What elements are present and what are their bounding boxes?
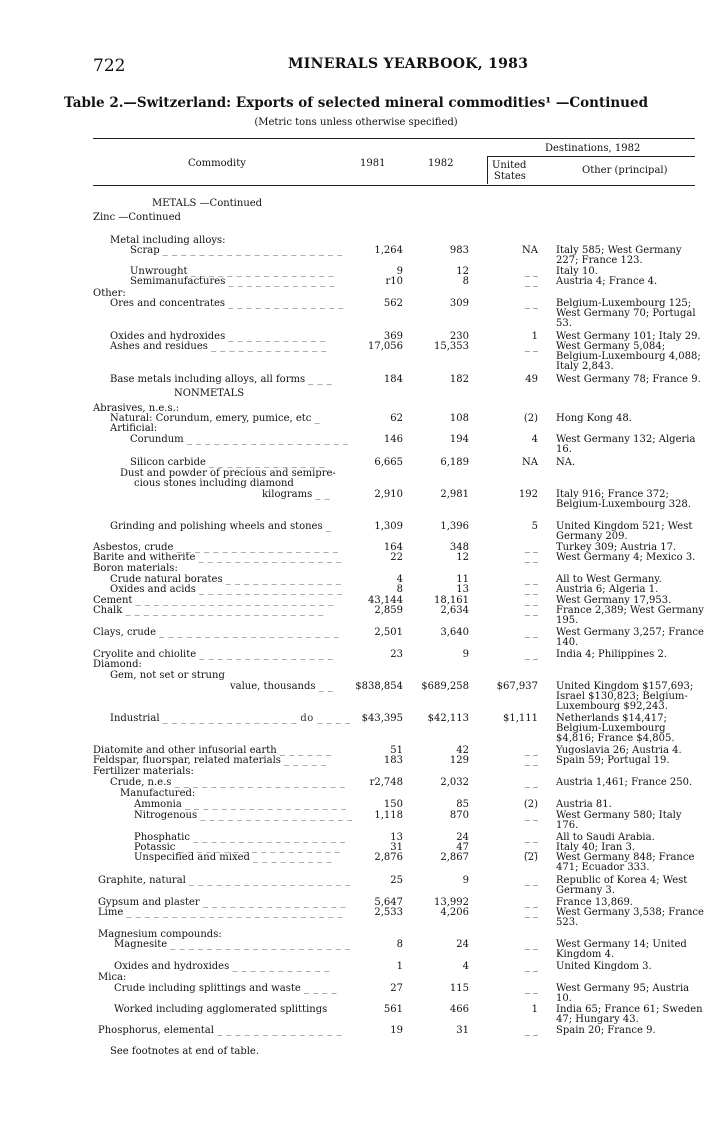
leader-dots: _ _ _ _ _ _ _ _ _ _ _ xyxy=(232,961,330,972)
section-heading: METALS —Continued xyxy=(152,198,263,209)
value-1981: 562 xyxy=(383,298,403,309)
value-1982: 9 xyxy=(462,649,469,660)
leader-dots: _ _ _ _ _ _ _ _ _ _ _ _ _ _ _ _ xyxy=(199,584,343,595)
commodity-label: Boron materials: xyxy=(93,563,178,574)
leader-dots: _ _ _ _ _ _ _ _ _ _ _ _ _ xyxy=(225,574,342,585)
value-1982: 42 xyxy=(456,745,469,756)
value-other-destinations: Republic of Korea 4; West Germany 3. xyxy=(556,875,688,896)
commodity-label: Barite and witherite _ _ _ _ _ _ _ _ _ _ _ _ _ _ _ _ xyxy=(93,552,342,563)
commodity-label: Nitrogenous _ _ _ _ _ _ _ _ _ _ _ _ _ _ _ _ _ xyxy=(134,810,353,821)
leader-dots: _ _ _ _ _ _ _ _ _ _ _ _ _ xyxy=(209,457,325,468)
commodity-label: Other: xyxy=(93,288,126,299)
value-1982: 108 xyxy=(449,413,469,424)
value-1982: 230 xyxy=(449,331,469,342)
commodity-label: value, thousands _ _ xyxy=(230,681,334,692)
value-united-states: _ _ xyxy=(524,755,538,766)
commodity-label: Oxides and hydroxides _ _ _ _ _ _ _ _ _ _ _ xyxy=(114,961,330,972)
value-1982: 983 xyxy=(449,245,469,256)
commodity-label: Graphite, natural _ _ _ _ _ _ _ _ _ _ _ _ _ _ _ _ _ _ xyxy=(98,875,351,886)
value-1981: 2,876 xyxy=(374,852,403,863)
value-1981: 6,665 xyxy=(374,457,403,468)
value-other-destinations: Spain 20; France 9. xyxy=(556,1025,656,1036)
leader-dots: _ _ _ _ _ _ _ _ _ _ _ _ _ _ _ _ _ _ _ _ xyxy=(170,939,351,950)
value-1982: $689,258 xyxy=(421,681,469,692)
value-1981: 25 xyxy=(390,875,403,886)
commodity-label: Magnesite _ _ _ _ _ _ _ _ _ _ _ _ _ _ _ _ _ _ _ _ xyxy=(114,939,351,950)
value-united-states: _ _ xyxy=(524,341,538,352)
value-united-states: 1 xyxy=(531,331,538,342)
value-other-destinations: West Germany 95; Austria 10. xyxy=(556,983,690,1004)
leader-dots: _ _ _ _ _ _ _ _ _ _ _ _ _ _ _ _ xyxy=(198,552,342,563)
commodity-label: Manufactured: xyxy=(120,788,196,799)
value-other-destinations: Italy 585; West Germany 227; France 123. xyxy=(556,245,682,266)
leader-dots: _ _ _ _ _ _ _ _ _ _ _ _ _ _ _ _ _ _ _ xyxy=(174,777,346,788)
value-1982: 13 xyxy=(456,584,469,595)
value-1981: 31 xyxy=(390,842,403,853)
leader-dots: _ _ _ _ _ _ _ _ _ _ _ _ _ _ _ _ _ _ xyxy=(189,875,351,886)
value-united-states: _ _ xyxy=(524,595,538,606)
commodity-label: Crude, n.e.s _ _ _ _ _ _ _ _ _ _ _ _ _ _ _ _ _ _ _ xyxy=(110,777,346,788)
leader-dots: _ _ _ _ _ _ _ _ _ xyxy=(253,852,333,863)
value-1982: 309 xyxy=(449,298,469,309)
value-other-destinations: Austria 1,461; France 250. xyxy=(556,777,693,788)
leader-dots: _ xyxy=(314,413,321,424)
value-other-destinations: Austria 4; France 4. xyxy=(556,276,658,287)
value-other-destinations: West Germany 101; Italy 29. xyxy=(556,331,701,342)
value-other-destinations: Italy 916; France 372; Belgium-Luxembourg 328. xyxy=(556,489,691,510)
commodity-label: Cryolite and chiolite _ _ _ _ _ _ _ _ _ _ _ _ _ _ _ xyxy=(93,649,334,660)
value-united-states: _ _ xyxy=(524,939,538,950)
value-1982: 24 xyxy=(456,832,469,843)
header-us-line1: United xyxy=(492,160,527,171)
value-other-destinations: West Germany 132; Algeria 16. xyxy=(556,434,696,455)
value-1982: 9 xyxy=(462,875,469,886)
leader-dots: _ _ _ _ _ _ _ _ _ _ _ _ _ xyxy=(228,298,344,309)
value-united-states: _ _ xyxy=(524,907,538,918)
value-other-destinations: West Germany 848; France 471; Ecuador 333. xyxy=(556,852,695,873)
value-united-states: _ _ xyxy=(524,649,538,660)
commodity-label: Lime _ _ _ _ _ _ _ _ _ _ _ _ _ _ _ _ _ _ _ _ _ _ _ _ xyxy=(98,907,344,918)
value-1981: 27 xyxy=(390,983,403,994)
value-1981: 369 xyxy=(383,331,403,342)
value-1982: 2,032 xyxy=(440,777,469,788)
commodity-label: Diamond: xyxy=(93,659,142,670)
commodity-label: Diatomite and other infusorial earth _ _ _ _ _ _ xyxy=(93,745,332,756)
table-subtitle: (Metric tons unless otherwise specified) xyxy=(254,117,458,128)
value-1982: 4,206 xyxy=(440,907,469,918)
value-1981: 2,910 xyxy=(374,489,403,500)
value-1981: 1,118 xyxy=(374,810,403,821)
leader-dots: _ _ _ _ _ _ _ _ _ _ _ _ _ _ _ _ _ _ _ _ xyxy=(159,627,340,638)
value-1981: 8 xyxy=(396,584,403,595)
header-bottom-rule xyxy=(93,185,695,186)
value-1982: 3,640 xyxy=(440,627,469,638)
value-1982: 2,867 xyxy=(440,852,469,863)
table-title: Table 2.—Switzerland: Exports of selected mineral commodities¹ —Continued xyxy=(63,95,649,111)
value-united-states: _ _ xyxy=(524,1025,538,1036)
value-1981: r2,748 xyxy=(369,777,403,788)
leader-dots: _ _ _ _ _ _ _ _ _ _ _ _ _ _ _ do _ _ _ _ xyxy=(162,713,351,724)
value-1982: 4 xyxy=(462,961,469,972)
value-1982: 18,161 xyxy=(434,595,469,606)
commodity-label: Ammonia _ _ _ _ _ _ _ _ _ _ _ _ _ _ _ _ _ _ xyxy=(134,799,347,810)
header-divider xyxy=(487,156,488,184)
value-united-states: NA xyxy=(522,245,538,256)
leader-dots: _ _ _ xyxy=(308,374,333,385)
section-heading: NONMETALS xyxy=(174,388,245,399)
value-other-destinations: United Kingdom 521; West Germany 209. xyxy=(556,521,693,542)
commodity-label: Scrap _ _ _ _ _ _ _ _ _ _ _ _ _ _ _ _ _ _ _ _ xyxy=(130,245,343,256)
commodity-label: Silicon carbide _ _ _ _ _ _ _ _ _ _ _ _ _ xyxy=(130,457,325,468)
value-united-states: _ _ xyxy=(524,552,538,563)
top-rule xyxy=(93,138,695,139)
value-other-destinations: West Germany 580; Italy 176. xyxy=(556,810,682,831)
value-united-states: _ _ xyxy=(524,875,538,886)
value-other-destinations: All to Saudi Arabia. xyxy=(556,832,655,843)
leader-dots: _ _ _ _ _ _ xyxy=(279,745,332,756)
value-1981: $838,854 xyxy=(355,681,403,692)
value-united-states: _ _ xyxy=(524,627,538,638)
value-1982: 12 xyxy=(456,266,469,277)
commodity-label: Grinding and polishing wheels and stones _ xyxy=(110,521,332,532)
commodity-label: Ores and concentrates _ _ _ _ _ _ _ _ _ _ _ _ _ xyxy=(110,298,344,309)
value-1981: 1 xyxy=(396,961,403,972)
commodity-label: Crude natural borates _ _ _ _ _ _ _ _ _ _ _ _ _ xyxy=(110,574,342,585)
value-1981: 1,309 xyxy=(374,521,403,532)
value-1981: 1,264 xyxy=(374,245,403,256)
leader-dots: _ _ _ _ _ _ _ _ _ _ _ _ xyxy=(228,276,335,287)
leader-dots: _ _ _ _ _ _ _ _ _ _ _ _ _ _ _ _ _ xyxy=(200,810,353,821)
value-1981: 2,533 xyxy=(374,907,403,918)
value-1982: 15,353 xyxy=(434,341,469,352)
commodity-label: Metal including alloys: xyxy=(110,235,226,246)
value-other-destinations: Belgium-Luxembourg 125; West Germany 70; Portugal 53. xyxy=(556,298,696,329)
value-other-destinations: West Germany 78; France 9. xyxy=(556,374,701,385)
value-other-destinations: France 2,389; West Germany 195. xyxy=(556,605,704,626)
value-1982: 31 xyxy=(456,1025,469,1036)
commodity-label: Semimanufactures _ _ _ _ _ _ _ _ _ _ _ _ xyxy=(130,276,335,287)
value-united-states: _ _ xyxy=(524,605,538,616)
commodity-label: Phosphatic _ _ _ _ _ _ _ _ _ _ _ _ _ _ _ _ _ xyxy=(134,832,346,843)
value-other-destinations: Austria 6; Algeria 1. xyxy=(556,584,659,595)
header-commodity: Commodity xyxy=(188,158,246,169)
value-1981: 19 xyxy=(390,1025,403,1036)
value-1982: 2,981 xyxy=(440,489,469,500)
value-united-states: _ _ xyxy=(524,574,538,585)
value-1982: $42,113 xyxy=(427,713,469,724)
value-other-destinations: West Germany 3,257; France 140. xyxy=(556,627,704,648)
value-united-states: $67,937 xyxy=(496,681,538,692)
value-1981: 4 xyxy=(396,574,403,585)
value-other-destinations: Hong Kong 48. xyxy=(556,413,632,424)
commodity-label: Dust and powder of precious and semipre- xyxy=(120,468,336,479)
commodity-label: cious stones including diamond xyxy=(134,478,294,489)
value-other-destinations: West Germany 14; United Kingdom 4. xyxy=(556,939,687,960)
value-other-destinations: Yugoslavia 26; Austria 4. xyxy=(556,745,682,756)
commodity-label: Gem, not set or strung xyxy=(110,670,225,681)
value-1982: 194 xyxy=(449,434,469,445)
value-united-states: $1,111 xyxy=(503,713,538,724)
commodity-label: Industrial _ _ _ _ _ _ _ _ _ _ _ _ _ _ _ do _ _ _ _ xyxy=(110,713,351,724)
value-1981: 561 xyxy=(383,1004,403,1015)
commodity-label: Oxides and acids _ _ _ _ _ _ _ _ _ _ _ _ _ _ _ _ xyxy=(110,584,343,595)
value-1981: 5,647 xyxy=(374,897,403,908)
leader-dots: _ _ xyxy=(318,681,334,692)
value-1981: 13 xyxy=(390,832,403,843)
value-1982: 870 xyxy=(449,810,469,821)
value-united-states: 4 xyxy=(531,434,538,445)
commodity-label: Gypsum and plaster _ _ _ _ _ _ _ _ _ _ _ _ _ _ _ _ xyxy=(98,897,347,908)
value-united-states: _ _ xyxy=(524,584,538,595)
value-other-destinations: Spain 59; Portugal 19. xyxy=(556,755,670,766)
destinations-rule xyxy=(487,156,695,157)
value-1982: 115 xyxy=(449,983,469,994)
value-other-destinations: West Germany 17,953. xyxy=(556,595,672,606)
commodity-label: Mica: xyxy=(98,972,127,983)
value-united-states: _ _ xyxy=(524,745,538,756)
leader-dots: _ _ _ _ _ _ _ _ _ _ _ _ _ _ xyxy=(217,1025,342,1036)
commodity-label: Fertilizer materials: xyxy=(93,766,194,777)
value-1981: 9 xyxy=(396,266,403,277)
value-1981: 43,144 xyxy=(368,595,403,606)
value-1982: 11 xyxy=(456,574,469,585)
leader-dots: _ _ _ _ _ _ _ _ _ _ _ _ _ xyxy=(211,341,327,352)
leader-dots: _ _ xyxy=(315,489,331,500)
commodity-label: Cement _ _ _ _ _ _ _ _ _ _ _ _ _ _ _ _ _ _ _ _ _ _ xyxy=(93,595,334,606)
leader-dots: _ _ _ _ _ _ _ _ _ _ _ _ _ _ _ _ xyxy=(202,897,347,908)
leader-dots: _ _ _ _ _ _ _ _ _ _ _ _ _ _ _ _ xyxy=(190,266,334,277)
value-1982: 348 xyxy=(449,542,469,553)
commodity-label: Artificial: xyxy=(110,423,158,434)
commodity-label: Natural: Corundum, emery, pumice, etc _ xyxy=(110,413,321,424)
value-united-states: _ _ xyxy=(524,897,538,908)
value-1981: 183 xyxy=(383,755,403,766)
value-other-destinations: West Germany 3,538; France 523. xyxy=(556,907,704,928)
value-1981: 23 xyxy=(390,649,403,660)
value-other-destinations: Netherlands $14,417; Belgium-Luxembourg $4,816; France $4,805. xyxy=(556,713,675,744)
value-1982: 8 xyxy=(462,276,469,287)
value-1982: 466 xyxy=(449,1004,469,1015)
header-other: Other (principal) xyxy=(582,165,668,176)
value-united-states: (2) xyxy=(523,852,538,863)
commodity-label: Potassic _ _ _ _ _ _ _ _ _ _ _ _ _ _ _ _ _ _ xyxy=(134,842,341,853)
leader-dots: _ _ _ _ _ _ _ _ _ _ _ _ _ _ _ _ _ _ _ _ _ _ xyxy=(135,595,334,606)
value-united-states: 192 xyxy=(518,489,538,500)
value-united-states: _ _ xyxy=(524,542,538,553)
value-1981: 51 xyxy=(390,745,403,756)
value-1982: 182 xyxy=(449,374,469,385)
value-united-states: _ _ xyxy=(524,832,538,843)
value-united-states: _ _ xyxy=(524,961,538,972)
value-1982: 6,189 xyxy=(440,457,469,468)
value-united-states: (2) xyxy=(523,413,538,424)
commodity-label: Ashes and residues _ _ _ _ _ _ _ _ _ _ _ _ _ xyxy=(110,341,327,352)
commodity-label: kilograms _ _ xyxy=(262,489,331,500)
commodity-label: Worked including agglomerated splittings xyxy=(114,1004,328,1015)
commodity-label: Abrasives, n.e.s.: xyxy=(93,403,180,414)
value-1982: 47 xyxy=(456,842,469,853)
leader-dots: _ _ _ _ _ _ _ _ _ _ _ _ _ _ _ _ _ _ xyxy=(176,542,339,553)
value-1981: r10 xyxy=(385,276,403,287)
value-other-destinations: India 4; Philippines 2. xyxy=(556,649,668,660)
leader-dots: _ _ _ _ _ _ _ _ _ _ _ _ _ _ _ _ _ _ xyxy=(186,434,349,445)
value-other-destinations: France 13,869. xyxy=(556,897,633,908)
leader-dots: _ _ _ _ _ _ _ _ _ _ _ xyxy=(228,331,326,342)
value-1981: 164 xyxy=(383,542,403,553)
value-other-destinations: United Kingdom $157,693; Israel $130,823; Belgium-Luxembourg $92,243. xyxy=(556,681,694,712)
value-1981: 150 xyxy=(383,799,403,810)
value-1981: $43,395 xyxy=(361,713,403,724)
header-1981: 1981 xyxy=(360,158,386,169)
value-1981: 2,859 xyxy=(374,605,403,616)
value-1981: 184 xyxy=(383,374,403,385)
commodity-label: Phosphorus, elemental _ _ _ _ _ _ _ _ _ _ _ _ _ _ xyxy=(98,1025,342,1036)
value-united-states: (2) xyxy=(523,799,538,810)
leader-dots: _ _ _ _ _ _ _ _ _ _ _ _ _ _ _ _ _ xyxy=(193,832,346,843)
leader-dots: _ _ _ _ xyxy=(303,983,337,994)
value-united-states: _ _ xyxy=(524,266,538,277)
commodity-label: Asbestos, crude _ _ _ _ _ _ _ _ _ _ _ _ _ _ _ _ _ _ xyxy=(93,542,339,553)
value-united-states: 1 xyxy=(531,1004,538,1015)
leader-dots: _ _ _ _ _ xyxy=(284,755,327,766)
commodity-label: Unwrought _ _ _ _ _ _ _ _ _ _ _ _ _ _ _ _ xyxy=(130,266,334,277)
commodity-label: Corundum _ _ _ _ _ _ _ _ _ _ _ _ _ _ _ _ _ _ xyxy=(130,434,349,445)
value-other-destinations: United Kingdom 3. xyxy=(556,961,652,972)
value-1981: 22 xyxy=(390,552,403,563)
header-destinations: Destinations, 1982 xyxy=(545,143,641,154)
value-1981: 8 xyxy=(396,939,403,950)
commodity-label: Feldspar, fluorspar, related materials _ _ _ _ _ xyxy=(93,755,327,766)
value-1982: 24 xyxy=(456,939,469,950)
value-united-states: _ _ xyxy=(524,842,538,853)
leader-dots: _ _ _ _ _ _ _ _ _ _ _ _ _ _ _ xyxy=(199,649,334,660)
value-1982: 12 xyxy=(456,552,469,563)
value-other-destinations: West Germany 5,084; Belgium-Luxembourg 4,088; Italy 2,843. xyxy=(556,341,701,372)
footnote: See footnotes at end of table. xyxy=(110,1046,260,1057)
commodity-label: Clays, crude _ _ _ _ _ _ _ _ _ _ _ _ _ _ _ _ _ _ _ _ xyxy=(93,627,340,638)
commodity-label: Crude including splittings and waste _ _ _ _ xyxy=(114,983,337,994)
value-1982: 129 xyxy=(449,755,469,766)
value-united-states: _ _ xyxy=(524,810,538,821)
commodity-label: Magnesium compounds: xyxy=(98,929,222,940)
page-number: 722 xyxy=(93,56,126,76)
value-1982: 2,634 xyxy=(440,605,469,616)
value-1981: 146 xyxy=(383,434,403,445)
value-other-destinations: Italy 10. xyxy=(556,266,598,277)
value-united-states: NA xyxy=(522,457,538,468)
value-other-destinations: Austria 81. xyxy=(556,799,612,810)
value-other-destinations: All to West Germany. xyxy=(556,574,662,585)
commodity-label: Base metals including alloys, all forms _ _ _ xyxy=(110,374,333,385)
value-united-states: _ _ xyxy=(524,983,538,994)
value-united-states: 5 xyxy=(531,521,538,532)
value-united-states: _ _ xyxy=(524,298,538,309)
leader-dots: _ _ _ _ _ _ _ _ _ _ _ _ _ _ _ _ _ _ _ _ xyxy=(162,245,343,256)
value-other-destinations: Turkey 309; Austria 17. xyxy=(556,542,677,553)
value-1982: 85 xyxy=(456,799,469,810)
leader-dots: _ _ _ _ _ _ _ _ _ _ _ _ _ _ _ _ _ _ _ _ _ _ _ _ xyxy=(126,907,344,918)
value-1981: 62 xyxy=(390,413,403,424)
running-head: MINERALS YEARBOOK, 1983 xyxy=(288,56,529,72)
header-1982: 1982 xyxy=(428,158,454,169)
value-united-states: _ _ xyxy=(524,777,538,788)
value-1981: 17,056 xyxy=(368,341,403,352)
value-1982: 1,396 xyxy=(440,521,469,532)
value-other-destinations: Italy 40; Iran 3. xyxy=(556,842,636,853)
header-us-line2: States xyxy=(494,171,526,182)
commodity-label: Zinc —Continued xyxy=(93,212,181,223)
value-united-states: _ _ xyxy=(524,276,538,287)
value-other-destinations: NA. xyxy=(556,457,576,468)
leader-dots: _ xyxy=(325,521,332,532)
commodity-label: Chalk _ _ _ _ _ _ _ _ _ _ _ _ _ _ _ _ _ _ _ _ _ _ xyxy=(93,605,324,616)
commodity-label: Unspecified and mixed _ _ _ _ _ _ _ _ _ xyxy=(134,852,333,863)
leader-dots: _ _ _ _ _ _ _ _ _ _ _ _ _ _ _ _ _ _ xyxy=(185,799,347,810)
value-1982: 13,992 xyxy=(434,897,469,908)
leader-dots: _ _ _ _ _ _ _ _ _ _ _ _ _ _ _ _ _ _ _ _ _ _ xyxy=(125,605,324,616)
value-united-states: 49 xyxy=(525,374,538,385)
value-1981: 2,501 xyxy=(374,627,403,638)
commodity-label: Oxides and hydroxides _ _ _ _ _ _ _ _ _ _ _ xyxy=(110,331,326,342)
leader-dots: _ _ _ _ _ _ _ _ _ _ _ _ _ _ _ _ _ _ xyxy=(178,842,341,853)
value-other-destinations: West Germany 4; Mexico 3. xyxy=(556,552,696,563)
value-other-destinations: India 65; France 61; Sweden 47; Hungary 43. xyxy=(556,1004,703,1025)
